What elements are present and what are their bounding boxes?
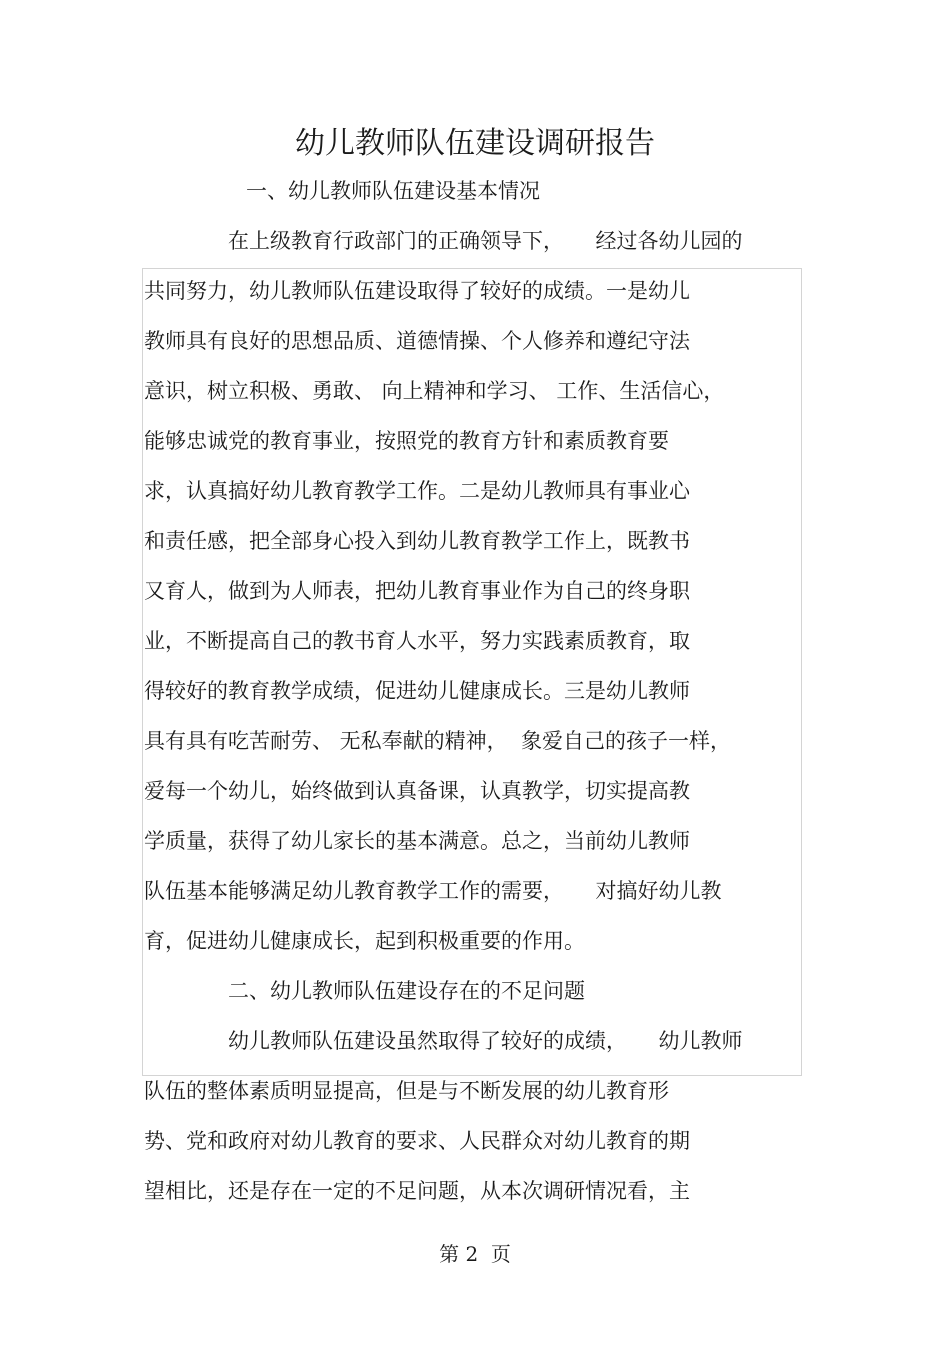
- paragraph-line: 幼儿教师队伍建设虽然取得了较好的成绩， 幼儿教师: [228, 1029, 743, 1053]
- page-number: 第 2 页: [439, 1242, 511, 1266]
- paragraph-line: 队伍的整体素质明显提高，但是与不断发展的幼儿教育形: [144, 1079, 669, 1103]
- section-heading-2: 二、幼儿教师队伍建设存在的不足问题: [228, 979, 585, 1003]
- paragraph-line: 育，促进幼儿健康成长，起到积极重要的作用。: [144, 929, 585, 953]
- paragraph-line: 队伍基本能够满足幼儿教育教学工作的需要， 对搞好幼儿教: [144, 879, 722, 903]
- paragraph-line: 意识，树立积极、勇敢、 向上精神和学习、 工作、生活信心，: [144, 379, 725, 403]
- paragraph-line: 教师具有良好的思想品质、道德情操、个人修养和遵纪守法: [144, 329, 690, 353]
- paragraph-line: 爱每一个幼儿，始终做到认真备课，认真教学，切实提高教: [144, 779, 690, 803]
- paragraph-line: 在上级教育行政部门的正确领导下， 经过各幼儿园的: [228, 229, 743, 253]
- paragraph-line: 学质量，获得了幼儿家长的基本满意。总之，当前幼儿教师: [144, 829, 690, 853]
- document-title: 幼儿教师队伍建设调研报告: [295, 126, 655, 161]
- paragraph-line: 望相比，还是存在一定的不足问题，从本次调研情况看，主: [144, 1179, 690, 1203]
- paragraph-line: 业，不断提高自己的教书育人水平，努力实践素质教育，取: [144, 629, 690, 653]
- paragraph-line: 求，认真搞好幼儿教育教学工作。二是幼儿教师具有事业心: [144, 479, 690, 503]
- paragraph-line: 共同努力，幼儿教师队伍建设取得了较好的成绩。一是幼儿: [144, 279, 690, 303]
- paragraph-line: 和责任感，把全部身心投入到幼儿教育教学工作上，既教书: [144, 529, 690, 553]
- paragraph-line: 又育人，做到为人师表，把幼儿教育事业作为自己的终身职: [144, 579, 690, 603]
- paragraph-line: 具有具有吃苦耐劳、 无私奉献的精神， 象爱自己的孩子一样，: [144, 729, 732, 753]
- paragraph-line: 能够忠诚党的教育事业，按照党的教育方针和素质教育要: [144, 429, 669, 453]
- paragraph-line: 得较好的教育教学成绩，促进幼儿健康成长。三是幼儿教师: [144, 679, 690, 703]
- section-heading-1: 一、幼儿教师队伍建设基本情况: [246, 179, 540, 203]
- paragraph-line: 势、党和政府对幼儿教育的要求、人民群众对幼儿教育的期: [144, 1129, 690, 1153]
